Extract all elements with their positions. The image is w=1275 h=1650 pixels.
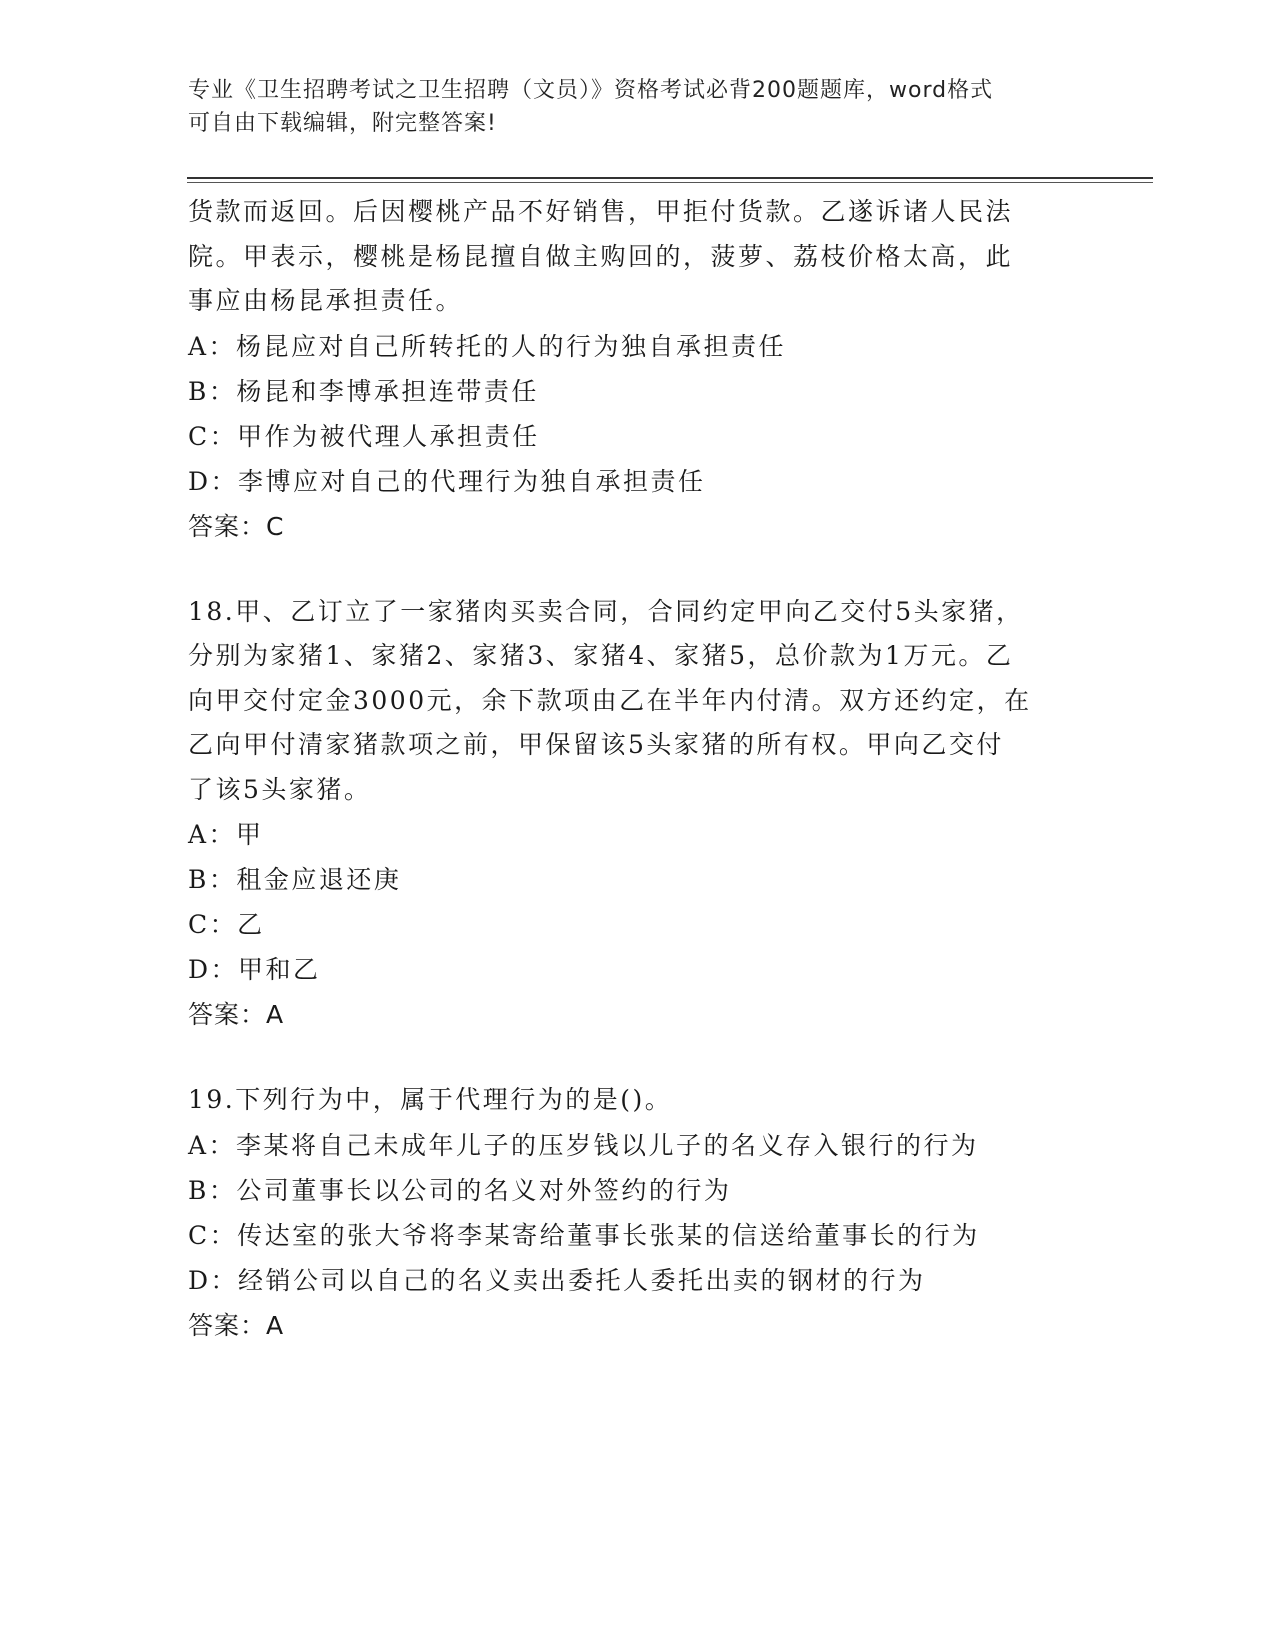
option-b: B：租金应退还庚	[188, 865, 402, 894]
header-divider-thick	[187, 177, 1153, 179]
question-18-stem	[188, 590, 1118, 813]
stem-line: 18.甲、乙订立了一家猪肉买卖合同，合同约定甲向乙交付5头家猪，	[188, 596, 1024, 626]
question-17	[188, 190, 1118, 549]
option-c: C：乙	[188, 910, 265, 939]
answer-label: 答案：A	[188, 1310, 285, 1340]
option-b: B：公司董事长以公司的名义对外签约的行为	[188, 1175, 732, 1205]
header-line-1: 专业《卫生招聘考试之卫生招聘（文员）》资格考试必背200题题库，word格式	[188, 78, 994, 103]
page-header	[188, 74, 1088, 140]
option-b: B：杨昆和李博承担连带责任	[188, 376, 539, 406]
option-d: D：经销公司以自己的名义卖出委托人委托出卖的钢材的行为	[188, 1265, 926, 1295]
question-18	[188, 590, 1118, 1038]
option-c: C：甲作为被代理人承担责任	[188, 421, 540, 451]
question-17-stem	[188, 190, 1118, 324]
option-a: A：甲	[188, 820, 264, 849]
stem-line: 了该5头家猪。	[188, 774, 372, 804]
option-a: A：李某将自己未成年儿子的压岁钱以儿子的名义存入银行的行为	[188, 1130, 979, 1160]
option-d: D：甲和乙	[188, 955, 321, 984]
spacer	[188, 1037, 1118, 1078]
stem-line: 19.下列行为中，属于代理行为的是()。	[188, 1085, 673, 1114]
question-19	[188, 1078, 1118, 1348]
stem-line: 院。甲表示，樱桃是杨昆擅自做主购回的，菠萝、荔枝价格太高，此	[188, 241, 1014, 271]
stem-line: 向甲交付定金3000元，余下款项由乙在半年内付清。双方还约定，在	[188, 685, 1032, 715]
document-body	[188, 190, 1118, 1348]
stem-line: 事应由杨昆承担责任。	[188, 286, 464, 315]
stem-line: 乙向甲付清家猪款项之前，甲保留该5头家猪的所有权。甲向乙交付	[188, 730, 1004, 759]
stem-line: 分别为家猪1、家猪2、家猪3、家猪4、家猪5，总价款为1万元。乙	[188, 641, 1014, 670]
stem-line: 货款而返回。后因樱桃产品不好销售，甲拒付货款。乙遂诉诸人民法	[188, 197, 1014, 226]
header-line-2: 可自由下载编辑，附完整答案!	[188, 111, 497, 136]
question-19-stem	[188, 1078, 1118, 1123]
answer-label: 答案：A	[188, 1000, 285, 1029]
option-d: D：李博应对自己的代理行为独自承担责任	[188, 466, 706, 496]
header-divider-thin	[187, 182, 1153, 183]
answer-label: 答案：C	[188, 511, 285, 541]
option-a: A：杨昆应对自己所转托的人的行为独自承担责任	[188, 331, 787, 361]
spacer	[188, 549, 1118, 590]
option-c: C：传达室的张大爷将李某寄给董事长张某的信送给董事长的行为	[188, 1220, 980, 1250]
